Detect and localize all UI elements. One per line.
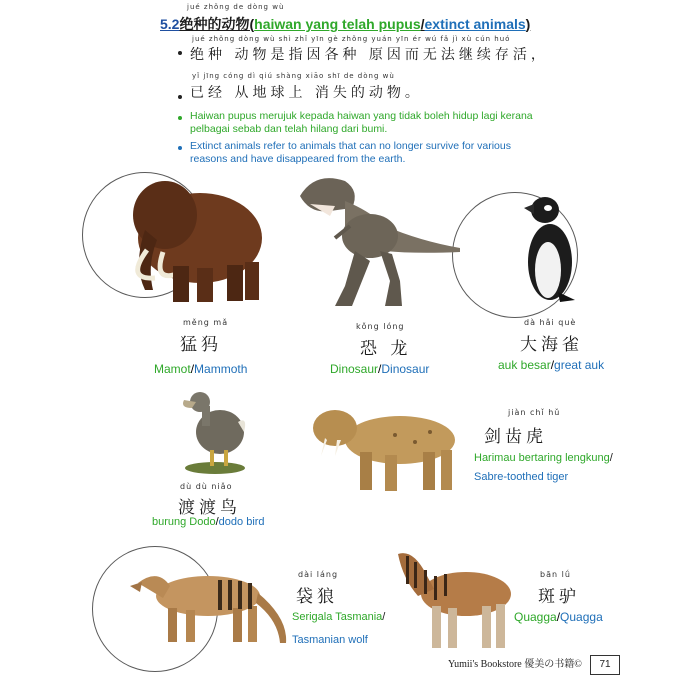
thylacine-slash: / — [382, 611, 386, 623]
dodo-english: dodo bird — [218, 516, 265, 528]
english-bullet-line-2: reasons and have disappeared from the earth. — [190, 153, 406, 165]
dodo-malay: burung Dodo — [152, 516, 216, 528]
definition-line1-hanzi: 绝种 动物是指因各种 原因而无法继续存活， — [190, 47, 549, 63]
mammoth-hanzi: 猛犸 — [180, 335, 222, 355]
page-title — [160, 14, 530, 34]
dodo-caption — [152, 516, 265, 528]
sabre-malay-text: Harimau bertaring lengkung — [474, 452, 610, 464]
title-pinyin: jué zhǒng de dòng wù — [187, 3, 285, 11]
mammoth-caption — [154, 362, 247, 376]
dinosaur-image — [290, 166, 465, 316]
dinosaur-malay: Dinosaur — [330, 362, 379, 376]
quagga-malay: Quagga — [514, 610, 557, 624]
sabre-malay — [474, 452, 613, 464]
dinosaur-hanzi: 恐 龙 — [360, 339, 412, 359]
definition-bullet-2 — [178, 95, 182, 99]
dodo-hanzi: 渡渡鸟 — [178, 498, 241, 518]
great-auk-image — [520, 192, 590, 307]
definition-line1-pinyin: jué zhǒng dòng wù shì zhǐ yīn gè zhǒng yuán yīn ér wú fǎ jì xù cún huó — [192, 35, 511, 43]
sabre-tooth-image — [305, 400, 470, 495]
thylacine-pinyin: dài láng — [298, 570, 339, 579]
definition-line2-hanzi: 已经 从地球上 消失的动物。 — [190, 85, 423, 101]
dinosaur-slash: / — [378, 362, 382, 376]
dodo-pinyin: dù dù niǎo — [180, 482, 233, 491]
definition-line2-pinyin: yǐ jīng cóng dì qiú shàng xiāo shī de dòng wù — [192, 72, 395, 80]
dinosaur-english: Dinosaur — [381, 362, 430, 376]
auk-pinyin: dà hǎi què — [524, 318, 577, 327]
dodo-slash: / — [215, 516, 219, 528]
title-paren-open: ( — [249, 16, 255, 32]
quagga-caption — [514, 610, 603, 624]
mammoth-image — [105, 170, 280, 310]
sabre-english: Sabre-toothed tiger — [474, 471, 569, 483]
mammoth-malay: Mamot — [154, 362, 191, 376]
english-bullet-dot — [178, 146, 182, 150]
title-slash: / — [420, 16, 425, 32]
quagga-pinyin: bān lǘ — [540, 570, 571, 579]
sabre-slash: / — [609, 452, 613, 464]
title-english: extinct animals — [424, 16, 526, 32]
auk-hanzi: 大海雀 — [520, 335, 583, 355]
dinosaur-caption — [330, 362, 429, 376]
malay-bullet-line-2: pelbagai sebab dan telah hilang dari bumi. — [190, 123, 388, 135]
mammoth-pinyin: měng mǎ — [183, 318, 229, 327]
auk-malay: auk besar — [498, 358, 551, 372]
auk-caption — [498, 358, 604, 372]
english-bullet — [190, 140, 511, 166]
mammoth-slash: / — [190, 362, 195, 376]
auk-slash: / — [550, 358, 555, 372]
title-paren-close: ) — [525, 16, 531, 32]
quagga-english: Quagga — [560, 610, 603, 624]
thylacine-malay-text: Serigala Tasmania — [292, 611, 383, 623]
page-number: 71 — [590, 655, 620, 675]
thylacine-image — [118, 548, 293, 648]
definition-bullet-1 — [178, 51, 182, 55]
quagga-slash: / — [556, 610, 561, 624]
dodo-image — [180, 382, 250, 477]
title-hanzi: 绝种的动物 — [179, 16, 250, 32]
malay-bullet-line-1: Haiwan pupus merujuk kepada haiwan yang tidak boleh hidup lagi kerana — [190, 110, 533, 122]
thylacine-hanzi: 袋狼 — [296, 587, 338, 607]
title-malay: haiwan yang telah pupus — [254, 16, 421, 32]
mammoth-english: Mammoth — [194, 362, 248, 376]
quagga-hanzi: 斑驴 — [538, 587, 580, 607]
sabre-hanzi: 剑齿虎 — [484, 427, 547, 447]
auk-english: great auk — [554, 358, 605, 372]
malay-bullet-dot — [178, 116, 182, 120]
title-number: 5.2 — [160, 16, 180, 32]
english-bullet-line-1: Extinct animals refer to animals that can no longer survive for various — [190, 140, 511, 152]
dinosaur-pinyin: kǒng lóng — [356, 322, 405, 331]
thylacine-english: Tasmanian wolf — [292, 634, 368, 646]
thylacine-malay — [292, 611, 385, 623]
footer-credit: Yumii's Bookstore 優美の书籍© — [448, 659, 582, 670]
sabre-pinyin: jiàn chǐ hǔ — [508, 408, 561, 417]
malay-bullet — [190, 110, 533, 136]
quagga-image — [378, 544, 528, 652]
